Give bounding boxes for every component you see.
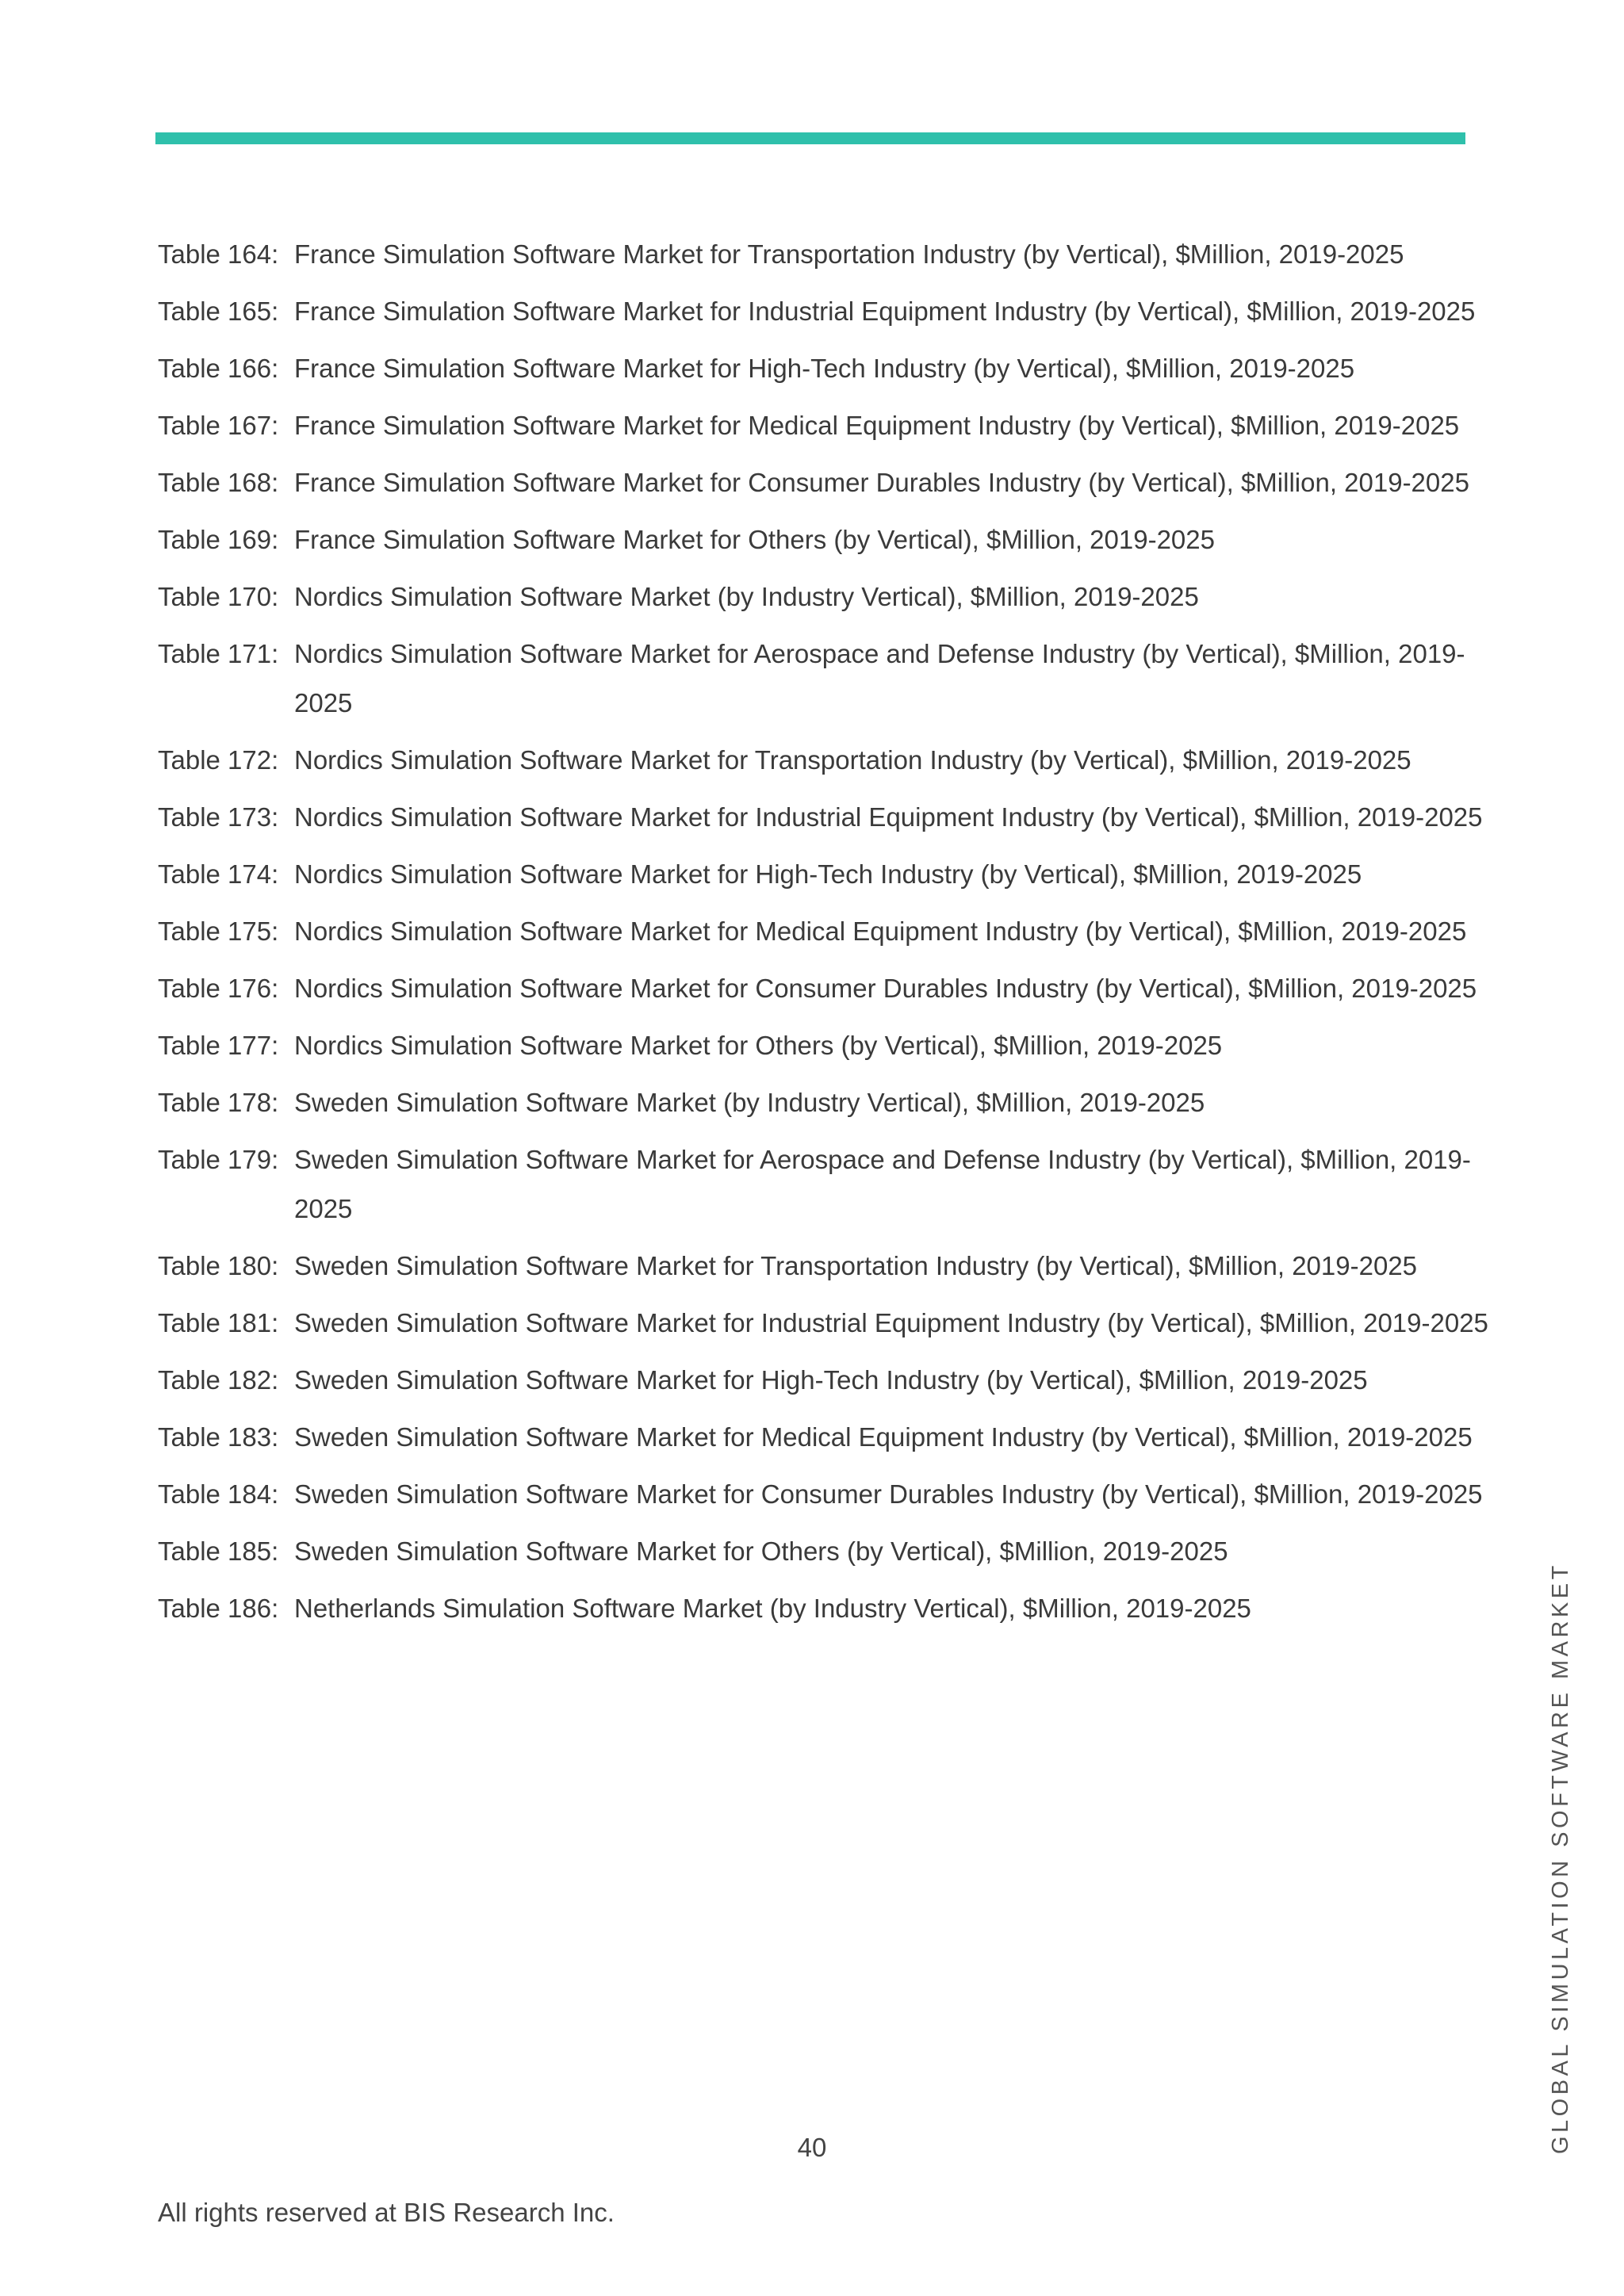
toc-entry-title: France Simulation Software Market for High-Tech Industry (by Vertical), $Million, 2019-2025 [294, 354, 1355, 383]
toc-entry[interactable] [158, 964, 1490, 1013]
page-number: 40 [797, 2133, 827, 2162]
toc-entry[interactable] [158, 629, 1490, 728]
toc-entry-title: Nordics Simulation Software Market for Aerospace and Defense Industry (by Vertical), $Million, 2019-2025 [294, 639, 1465, 718]
toc-entry-title: Sweden Simulation Software Market (by Industry Vertical), $Million, 2019-2025 [294, 1088, 1205, 1117]
toc-entry-title: Sweden Simulation Software Market for Industrial Equipment Industry (by Vertical), $Million, 2019-2025 [294, 1308, 1488, 1337]
toc-entry-number: Table 178: [158, 1088, 279, 1117]
toc-entry-title: Nordics Simulation Software Market (by Industry Vertical), $Million, 2019-2025 [294, 582, 1199, 611]
toc-entry-title: France Simulation Software Market for Consumer Durables Industry (by Vertical), $Million, 2019-2025 [294, 468, 1469, 497]
toc-entry-number: Table 172: [158, 745, 279, 775]
toc-entry-title: Nordics Simulation Software Market for Medical Equipment Industry (by Vertical), $Million, 2019-2025 [294, 916, 1467, 946]
toc-entry-title: Sweden Simulation Software Market for Consumer Durables Industry (by Vertical), $Million, 2019-2025 [294, 1479, 1483, 1509]
toc-entry[interactable] [158, 1470, 1490, 1519]
table-of-contents-list [158, 230, 1490, 1641]
toc-entry-title: Nordics Simulation Software Market for Consumer Durables Industry (by Vertical), $Million, 2019-2025 [294, 974, 1477, 1003]
toc-entry-number: Table 168: [158, 468, 279, 497]
toc-entry-title: Nordics Simulation Software Market for Industrial Equipment Industry (by Vertical), $Million, 2019-2025 [294, 802, 1483, 832]
header-accent-rule [155, 132, 1465, 144]
toc-entry[interactable] [158, 1584, 1490, 1633]
toc-entry-title: France Simulation Software Market for Others (by Vertical), $Million, 2019-2025 [294, 525, 1215, 554]
toc-entry[interactable] [158, 458, 1490, 507]
toc-entry[interactable] [158, 1299, 1490, 1348]
toc-entry-number: Table 185: [158, 1536, 279, 1566]
toc-entry-title: Netherlands Simulation Software Market (by Industry Vertical), $Million, 2019-2025 [294, 1594, 1251, 1623]
toc-entry-number: Table 181: [158, 1308, 279, 1337]
toc-entry-number: Table 176: [158, 974, 279, 1003]
toc-entry-number: Table 179: [158, 1145, 279, 1174]
toc-entry-number: Table 167: [158, 411, 279, 440]
toc-entry[interactable] [158, 1135, 1490, 1234]
toc-entry[interactable] [158, 1078, 1490, 1127]
toc-entry-number: Table 184: [158, 1479, 279, 1509]
toc-entry[interactable] [158, 344, 1490, 393]
toc-entry-title: Sweden Simulation Software Market for Aerospace and Defense Industry (by Vertical), $Million, 2019-2025 [294, 1145, 1471, 1223]
toc-entry-number: Table 170: [158, 582, 279, 611]
toc-entry-title: France Simulation Software Market for Industrial Equipment Industry (by Vertical), $Million, 2019-2025 [294, 297, 1476, 326]
toc-entry-title: France Simulation Software Market for Transportation Industry (by Vertical), $Million, 2019-2025 [294, 239, 1404, 269]
toc-entry-title: Sweden Simulation Software Market for Transportation Industry (by Vertical), $Million, 2019-2025 [294, 1251, 1418, 1280]
toc-entry-number: Table 182: [158, 1365, 279, 1395]
toc-entry-number: Table 173: [158, 802, 279, 832]
toc-entry-number: Table 166: [158, 354, 279, 383]
toc-entry[interactable] [158, 401, 1490, 450]
footer-copyright: All rights reserved at BIS Research Inc. [158, 2198, 615, 2227]
toc-entry[interactable] [158, 793, 1490, 842]
toc-entry-number: Table 186: [158, 1594, 279, 1623]
toc-entry-title: Nordics Simulation Software Market for Others (by Vertical), $Million, 2019-2025 [294, 1031, 1223, 1060]
toc-entry-number: Table 177: [158, 1031, 279, 1060]
toc-entry-title: Nordics Simulation Software Market for Transportation Industry (by Vertical), $Million, 2019-2025 [294, 745, 1411, 775]
toc-entry-title: Sweden Simulation Software Market for High-Tech Industry (by Vertical), $Million, 2019-2025 [294, 1365, 1368, 1395]
toc-entry-title: Sweden Simulation Software Market for Medical Equipment Industry (by Vertical), $Million, 2019-2025 [294, 1422, 1473, 1452]
side-report-title: GLOBAL SIMULATION SOFTWARE MARKET [1548, 1562, 1573, 2154]
toc-entry[interactable] [158, 230, 1490, 279]
toc-entry[interactable] [158, 850, 1490, 899]
toc-entry[interactable] [158, 1242, 1490, 1291]
toc-entry-number: Table 175: [158, 916, 279, 946]
toc-entry[interactable] [158, 907, 1490, 956]
toc-entry[interactable] [158, 736, 1490, 785]
toc-entry[interactable] [158, 1021, 1490, 1070]
toc-entry[interactable] [158, 1527, 1490, 1576]
toc-entry[interactable] [158, 287, 1490, 336]
toc-entry-title: Sweden Simulation Software Market for Others (by Vertical), $Million, 2019-2025 [294, 1536, 1228, 1566]
toc-entry[interactable] [158, 572, 1490, 622]
toc-entry[interactable] [158, 515, 1490, 564]
toc-entry[interactable] [158, 1356, 1490, 1405]
toc-entry-title: France Simulation Software Market for Medical Equipment Industry (by Vertical), $Million, 2019-2025 [294, 411, 1460, 440]
toc-entry-number: Table 164: [158, 239, 279, 269]
toc-entry-number: Table 183: [158, 1422, 279, 1452]
toc-entry-title: Nordics Simulation Software Market for High-Tech Industry (by Vertical), $Million, 2019-2025 [294, 859, 1362, 889]
toc-entry-number: Table 174: [158, 859, 279, 889]
toc-entry-number: Table 180: [158, 1251, 279, 1280]
toc-entry-number: Table 165: [158, 297, 279, 326]
toc-entry[interactable] [158, 1413, 1490, 1462]
toc-entry-number: Table 171: [158, 639, 279, 668]
toc-entry-number: Table 169: [158, 525, 279, 554]
